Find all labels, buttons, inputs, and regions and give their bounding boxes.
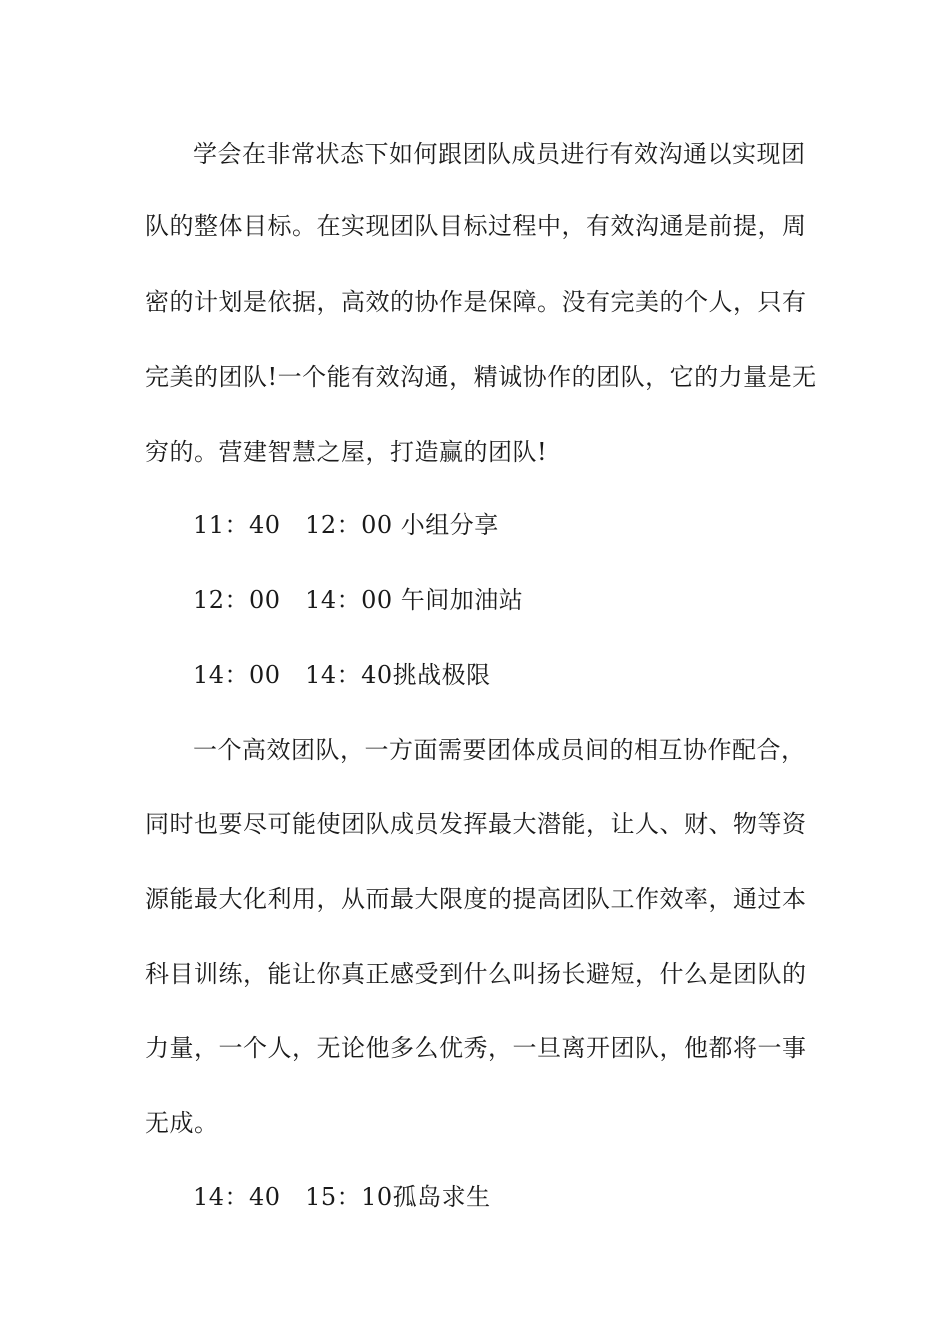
schedule-item-4: 14：40 15：10孤岛求生 xyxy=(193,1183,491,1211)
paragraph-1-line-4: 完美的团队!一个能有效沟通，精诚协作的团队，它的力量是无 xyxy=(145,363,817,391)
paragraph-2-line-1: 一个高效团队，一方面需要团体成员间的相互协作配合， xyxy=(193,736,806,764)
paragraph-1-line-3: 密的计划是依据，高效的协作是保障。没有完美的个人，只有 xyxy=(145,288,807,316)
paragraph-2-line-4: 科目训练，能让你真正感受到什么叫扬长避短，什么是团队的 xyxy=(145,960,807,988)
paragraph-2-line-5: 力量，一个人，无论他多么优秀，一旦离开团队，他都将一事 xyxy=(145,1034,807,1062)
paragraph-1-line-5: 穷的。营建智慧之屋，打造赢的团队! xyxy=(145,438,548,466)
paragraph-2-line-6: 无成。 xyxy=(145,1109,219,1137)
schedule-item-3: 14：00 14：40挑战极限 xyxy=(193,661,491,689)
schedule-item-2: 12：00 14：00 午间加油站 xyxy=(193,586,524,614)
paragraph-1-line-1: 学会在非常状态下如何跟团队成员进行有效沟通以实现团 xyxy=(193,140,806,168)
paragraph-2-line-3: 源能最大化利用，从而最大限度的提高团队工作效率，通过本 xyxy=(145,885,807,913)
schedule-item-1: 11：40 12：00 小组分享 xyxy=(193,511,499,539)
paragraph-2-line-2: 同时也要尽可能使团队成员发挥最大潜能，让人、财、物等资 xyxy=(145,810,807,838)
paragraph-1-line-2: 队的整体目标。在实现团队目标过程中，有效沟通是前提，周 xyxy=(145,212,807,240)
